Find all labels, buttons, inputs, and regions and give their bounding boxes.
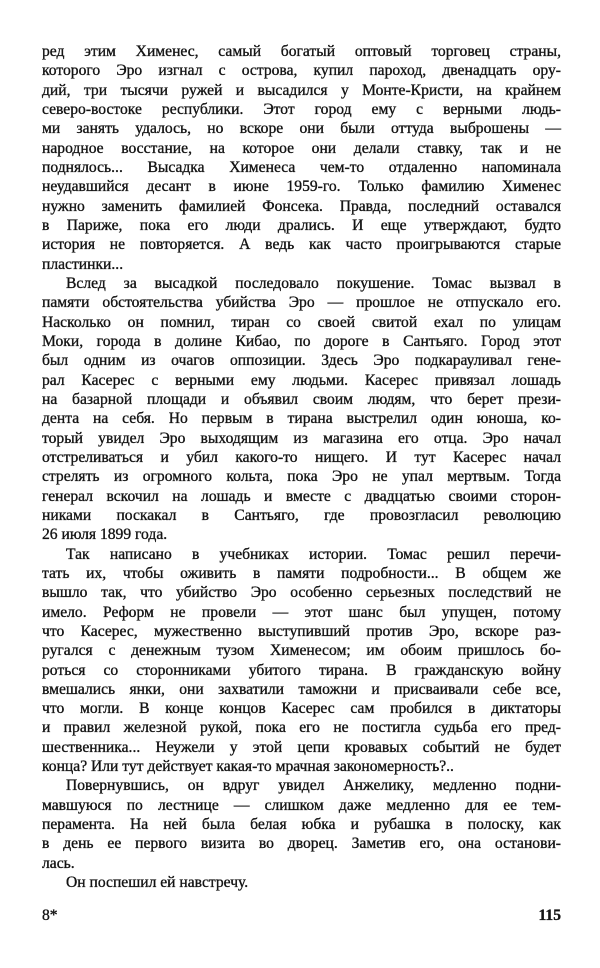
paragraph	[42, 545, 561, 777]
text-line: Вслед за высадкой последовало покушение. Томас вызвал в	[66, 274, 561, 292]
text-line: что Касерес, мужественно выступивший против Эро, вскоре раз-	[42, 622, 561, 640]
text-line: Так написано в учебниках истории. Томас решил перечи-	[66, 545, 561, 563]
text-line: на базарной площади и объявил своим людям, что берет прези-	[42, 390, 561, 408]
text-line: мавшуюся по лестнице — слишком даже медленно для ее тем-	[42, 796, 561, 814]
text-line: пластинки...	[42, 255, 124, 273]
text-line: стрелять из огромного кольта, пока Эро не упал мертвым. Тогда	[42, 468, 561, 486]
text-line: был одним из очагов оппозиции. Здесь Эро подкарауливал гене-	[42, 352, 561, 370]
text-line: дента на себя. Но первым в тирана выстрелил один юноша, ко-	[42, 410, 561, 428]
text-line: тать их, чтобы оживить в памяти подробности... В общем же	[42, 564, 561, 582]
text-line: лась.	[42, 854, 75, 872]
text-line: Насколько он помнил, тиран со своей свитой ехал по улицам	[42, 313, 561, 331]
text-line: в Париже, пока его люди дрались. И еще утверждают, будто	[42, 216, 561, 234]
printer-signature-mark: 8*	[42, 907, 58, 924]
text-line: памяти обстоятельства убийства Эро — прошлое не отпускало его.	[42, 294, 561, 312]
text-line: отстреливаться и убил какого-то нищего. И тут Касерес начал	[42, 448, 561, 466]
text-line: история не повторяется. А ведь как часто проигрываются старые	[42, 236, 561, 254]
text-line: народное восстание, на которое они делали ставку, так и не	[42, 139, 561, 157]
text-line: Повернувшись, он вдруг увидел Анжелику, медленно подни-	[66, 777, 561, 795]
text-line: дий, три тысячи ружей и высадился у Монте-Кристи, на крайнем	[42, 81, 561, 99]
text-line: северо-востоке республики. Этот город ему с верными людь-	[42, 100, 561, 118]
page-body-text	[42, 42, 561, 892]
text-line: ред этим Хименес, самый богатый оптовый торговец страны,	[42, 43, 561, 60]
text-line: перамента. На ней была белая юбка и рубашка в полоску, как	[42, 816, 561, 834]
paragraph	[42, 274, 561, 545]
paragraph	[42, 873, 561, 892]
text-line: ругался с денежным тузом Хименесом; им обоим пришлось бо-	[42, 642, 561, 660]
text-line: торый увидел Эро выходящим из магазина его отца. Эро начал	[42, 429, 561, 447]
text-line: 26 июля 1899 года.	[42, 526, 168, 544]
paragraph	[42, 776, 561, 873]
page-number: 115	[538, 907, 561, 924]
text-line: генерал вскочил на лошадь и вместе с двадцатью своими сторон-	[42, 487, 561, 505]
text-line: вышло так, что убийство Эро особенно серьезных последствий не	[42, 584, 561, 602]
text-line: Он поспешил ей навстречу.	[66, 874, 249, 892]
text-line: Моки, города в долине Кибао, по дороге в Сантьяго. Город этот	[42, 332, 561, 350]
text-line: неудавшийся десант в июне 1959-го. Только фамилию Хименес	[42, 178, 561, 196]
text-line: рал Касерес с верными ему людьми. Касерес привязал лошадь	[42, 371, 561, 389]
text-line: в день ее первого визита во дворец. Заметив его, она останови-	[42, 835, 561, 853]
text-line: шественника... Неужели у этой цепи кровавых событий не будет	[42, 738, 561, 756]
text-line: конца? Или тут действует какая-то мрачная закономерность?..	[42, 758, 454, 776]
text-line: ми занять удалось, но вскоре они были оттуда выброшены —	[42, 120, 561, 138]
text-line: нужно заменить фамилией Фонсека. Правда, последний оставался	[42, 197, 561, 215]
text-line: поднялось... Высадка Хименеса чем-то отдаленно напоминала	[42, 158, 561, 176]
text-line: которого Эро изгнал с острова, купил пароход, двенадцать ору-	[42, 62, 561, 80]
paragraph	[42, 42, 561, 274]
text-line: имело. Реформ не провели — этот шанс был упущен, потому	[42, 603, 561, 621]
text-line: никами поскакал в Сантьяго, где провозгласил революцию	[42, 506, 561, 524]
text-line: роться со сторонниками убитого тирана. В гражданскую войну	[42, 661, 561, 679]
text-line: и правил железной рукой, пока его не постигла судьба его пред-	[42, 719, 561, 737]
text-line: вмешались янки, они захватили таможни и присваивали себе все,	[42, 680, 561, 698]
text-line: что могли. В конце концов Касерес сам пробился в диктаторы	[42, 700, 561, 718]
